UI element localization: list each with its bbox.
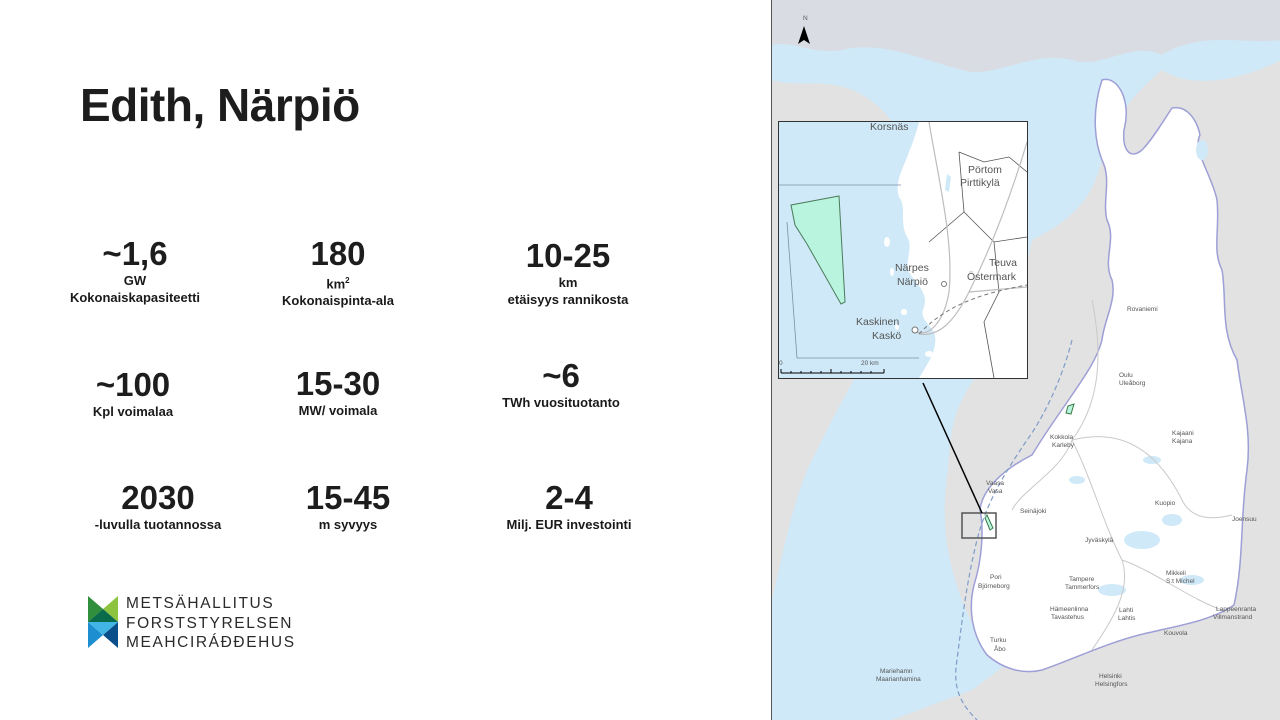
stat-value: 15-45 [305,479,391,516]
label-narpio: Närpiö [897,276,928,288]
label-rovaniemi: Rovaniemi [1127,306,1158,313]
label-korsnas: Korsnäs [870,121,909,133]
label-lappeenranta-sv: Villmanstrand [1213,614,1253,621]
label-oulu-sv: Uleåborg [1119,380,1146,387]
label-mikkeli: Mikkeli [1166,570,1186,577]
label-pori-sv: Björneborg [978,583,1010,590]
stat-unit: km [558,275,578,290]
stat-capacity [35,236,235,306]
label-jyvaskyla: Jyväskylä [1085,537,1114,544]
label-hameenlinna: Hämeenlinna [1050,606,1089,613]
inset-map-narpio [778,121,1028,379]
label-lappeenranta: Lappeenranta [1216,606,1257,613]
label-joensuu: Joensuu [1232,516,1257,523]
stat-label: Kokonaiskapasiteetti [69,290,201,305]
stat-investment [469,480,669,533]
edith-site-area [791,196,845,304]
stat-unit: $km^2$ [326,276,350,292]
stat-production-year [58,480,258,533]
label-kuopio: Kuopio [1155,500,1176,507]
stat-label: Milj. EUR investointi [506,517,632,532]
stat-value: 15-30 [295,365,381,402]
label-mikkeli-sv: S:t Michel [1166,578,1195,585]
label-vaasa: Vaasa [986,480,1004,487]
north-label: N [803,15,808,22]
label-narpes: Närpes [895,262,929,274]
inset-map-graphic [779,122,1027,378]
label-lahti-sv: Lahtis [1118,615,1136,622]
scale-zero: 0 [779,360,783,367]
label-ostermark: Östermark [967,271,1017,283]
label-tampere-sv: Tammerfors [1065,584,1100,591]
stat-value: 10-25 [525,237,611,274]
stat-label: m syvyys [318,517,378,532]
label-hameenlinna-sv: Tavastehus [1051,614,1084,621]
label-kokkola: Kokkola [1050,434,1074,441]
page-title: Edith, Närpiö [80,79,360,131]
logo-line-sv: FORSTSTYRELSEN [126,614,294,632]
stat-unit: GW [123,273,147,288]
label-kajaani-sv: Kajana [1172,438,1193,445]
stat-label: Kokonaispinta-ala [282,293,394,309]
stat-turbines [33,367,233,420]
stat-value: ~100 [95,366,171,403]
label-tampere: Tampere [1069,576,1095,583]
label-pirttikyla: Pirttikylä [960,177,1000,189]
label-kokkola-sv: Karleby [1052,442,1075,449]
label-mariehamn-sv: Maarianhamina [876,676,921,683]
stat-area [238,236,438,309]
stat-distance [468,238,668,308]
label-kasko: Kaskö [872,330,902,342]
logo-line-se: MEAHCIRÁĐĐEHUS [126,634,296,651]
label-seinajoki: Seinäjoki [1020,508,1047,515]
label-oulu: Oulu [1119,372,1133,379]
label-turku-sv: Åbo [994,646,1006,653]
label-helsinki: Helsinki [1099,673,1122,680]
label-mariehamn: Mariehamn [880,668,913,675]
label-vaasa-sv: Vasa [988,488,1003,495]
stat-label: Kpl voimalaa [92,404,174,419]
stat-label: MW/ voimala [298,403,378,418]
label-turku: Turku [990,637,1007,644]
stat-value: 180 [310,235,366,272]
stat-label: TWh vuosituotanto [502,395,620,410]
stat-value: 2-4 [545,479,593,516]
label-pori: Pori [990,574,1002,581]
label-portom: Pörtom [968,164,1002,176]
label-lahti: Lahti [1119,607,1134,614]
stat-label: -luvulla tuotannossa [94,517,222,532]
stat-value: 2030 [121,479,195,516]
stat-value: ~6 [542,357,580,394]
metsahallitus-logo [88,594,318,654]
label-kouvola: Kouvola [1164,630,1188,637]
label-helsinki-sv: Helsingfors [1095,681,1128,688]
label-kaskinen: Kaskinen [856,316,900,328]
stat-turbine-power [238,366,438,419]
label-teuva: Teuva [989,257,1018,269]
scale-label: 20 km [861,360,879,367]
label-kajaani: Kajaani [1172,430,1194,437]
stat-label: etäisyys rannikosta [507,292,629,307]
stat-annual-production [461,358,661,411]
logo-line-fi: METSÄHALLITUS [126,595,275,612]
stat-value: ~1,6 [102,235,168,272]
logo-mark-icon [88,596,118,648]
stat-depth [248,480,448,533]
